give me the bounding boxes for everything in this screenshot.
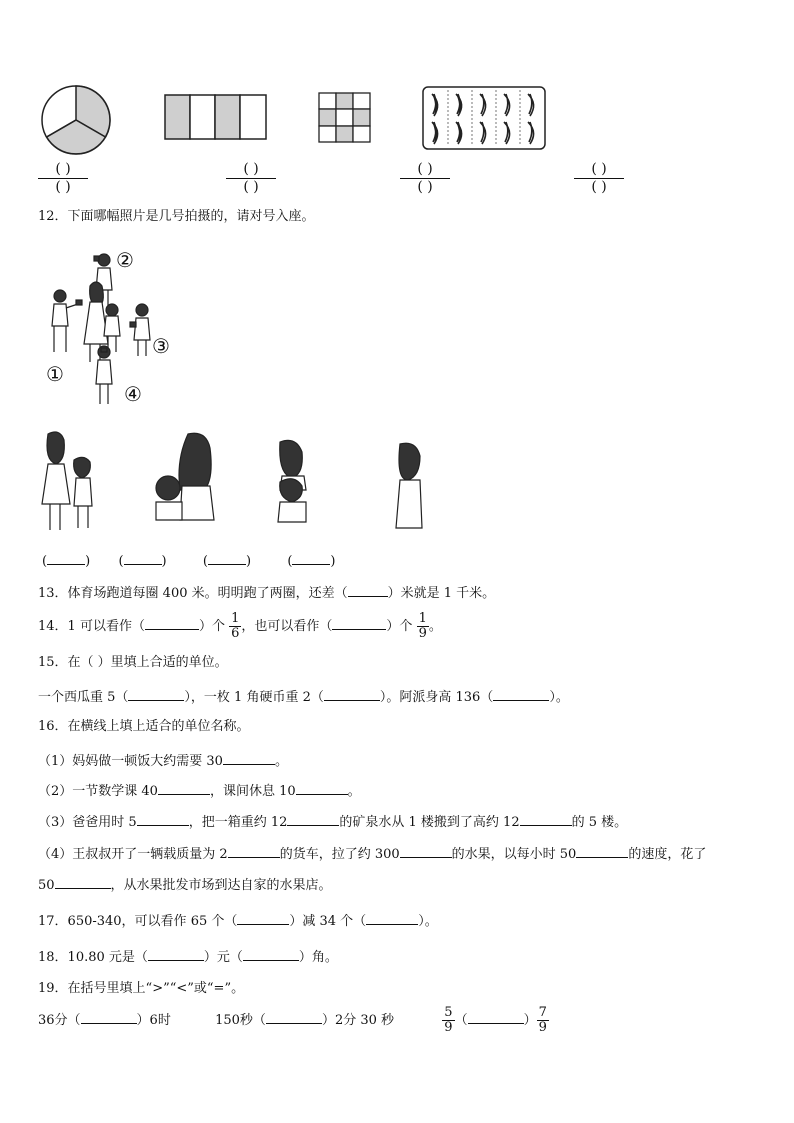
photo-1-answer[interactable]: ( )	[42, 554, 90, 569]
photo-1-illustration	[40, 430, 100, 534]
q16-blank-9[interactable]	[576, 843, 628, 858]
photo-3-illustration	[270, 438, 314, 524]
q16-blank-2[interactable]	[158, 780, 210, 795]
fraction-blank-bananas[interactable]	[574, 161, 624, 196]
q14-blank-1[interactable]	[145, 615, 199, 630]
q18-blank-2[interactable]	[243, 946, 299, 961]
q18-blank-1[interactable]	[148, 946, 204, 961]
q19-compare-1: 36分（ ）6时	[38, 1013, 171, 1028]
q16-sub3: （3）爸爸用时 5 ，把一箱重约 12 的矿泉水从 1 楼搬到了高约 12 的 5 楼。	[38, 811, 627, 832]
q15-blank-1[interactable]	[128, 686, 184, 701]
q19-line	[38, 1004, 549, 1038]
group-scene-illustration	[40, 244, 190, 412]
q16-sub4-cont: 50 ，从水果批发市场到达自家的水果店。	[38, 874, 332, 895]
q16-title: 16．在横线上填上适合的单位名称。	[38, 719, 250, 734]
q14-blank-2[interactable]	[332, 615, 386, 630]
q16-blank-8[interactable]	[400, 843, 452, 858]
photo-2-answer[interactable]: ( )	[118, 554, 166, 569]
photo-4-answer[interactable]: ( )	[287, 554, 335, 569]
photo-3-answer[interactable]: ( )	[203, 554, 251, 569]
q12-title: 12．下面哪幅照片是几号拍摄的，请对号入座。	[38, 209, 315, 224]
q19-blank-2[interactable]	[266, 1009, 322, 1024]
fraction-blank-circle[interactable]	[38, 161, 88, 196]
marker-2: ②	[116, 248, 134, 272]
fraction-5-9: $\frac{5}{9}$	[444, 1005, 453, 1035]
q14-line: 14．1 可以看作（ ）个 $\frac{1}{6}$ ，也可以看作（ ）个 $\frac{1}{9}$ 。	[38, 611, 442, 641]
marker-4: ④	[124, 382, 142, 406]
numerator-blank[interactable]: ( )	[400, 161, 450, 179]
photo-2-illustration	[152, 430, 224, 522]
q19-blank-3[interactable]	[468, 1009, 524, 1024]
fraction-blank-grid[interactable]	[400, 161, 450, 196]
q16-blank-7[interactable]	[228, 843, 280, 858]
q17-blank-2[interactable]	[366, 910, 418, 925]
q17-blank-1[interactable]	[237, 910, 289, 925]
q16-sub4: （4）王叔叔开了一辆载质量为 2 的货车，拉了约 300 的水果，以每小时 50 的速度，花了	[38, 843, 706, 864]
q16-blank-4[interactable]	[137, 811, 189, 826]
denominator-blank[interactable]: ( )	[591, 179, 607, 195]
q19-compare-3: $\frac{5}{9}$ （ ） $\frac{7}{9}$	[444, 1005, 547, 1035]
bananas-shape	[422, 86, 546, 150]
denominator-blank[interactable]: ( )	[417, 179, 433, 195]
q15-blank-2[interactable]	[324, 686, 380, 701]
q16-blank-6[interactable]	[520, 811, 572, 826]
q15-title: 15．在（ ）里填上合适的单位。	[38, 655, 228, 670]
q16-blank-10[interactable]	[55, 874, 111, 889]
q16-blank-5[interactable]	[287, 811, 339, 826]
q19-compare-2: 150秒（ ）2分 30 秒	[215, 1013, 394, 1028]
q19-title: 19．在括号里填上“>”“<”或“=”。	[38, 981, 245, 996]
q19-blank-1[interactable]	[81, 1009, 137, 1024]
q12-answer-row	[42, 550, 335, 571]
q16-sub2: （2）一节数学课 40 ，课间休息 10 。	[38, 780, 361, 801]
numerator-blank[interactable]: ( )	[38, 161, 88, 179]
rectangle-shape	[164, 94, 268, 140]
circle-shape	[40, 84, 112, 156]
numerator-blank[interactable]: ( )	[226, 161, 276, 179]
marker-1: ①	[46, 362, 64, 386]
fraction-7-9: $\frac{7}{9}$	[538, 1005, 547, 1035]
fraction-1-6: $\frac{1}{6}$	[231, 611, 240, 641]
fraction-1-9: $\frac{1}{9}$	[418, 611, 427, 641]
q13-blank[interactable]	[348, 582, 388, 597]
fraction-blank-rectangle[interactable]	[226, 161, 276, 196]
grid-shape	[318, 92, 372, 144]
marker-3: ③	[152, 334, 170, 358]
q15-blank-3[interactable]	[493, 686, 549, 701]
q17-line: 17．650-340，可以看作 65 个（ ）减 34 个（ ）。	[38, 910, 438, 931]
q16-blank-3[interactable]	[296, 780, 348, 795]
q13-line: 13．体育场跑道每圈 400 米。明明跑了两圈，还差（ ）米就是 1 千米。	[38, 582, 495, 603]
photo-4-illustration	[386, 440, 440, 532]
numerator-blank[interactable]: ( )	[574, 161, 624, 179]
denominator-blank[interactable]: ( )	[243, 179, 259, 195]
denominator-blank[interactable]: ( )	[55, 179, 71, 195]
q16-sub1: （1）妈妈做一顿饭大约需要 30 。	[38, 750, 288, 771]
q15-line: 一个西瓜重 5（ ），一枚 1 角硬币重 2（ ）。阿派身高 136（ ）。	[38, 686, 569, 707]
q18-line: 18．10.80 元是（ ）元（ ）角。	[38, 946, 338, 967]
q16-blank-1[interactable]	[223, 750, 275, 765]
